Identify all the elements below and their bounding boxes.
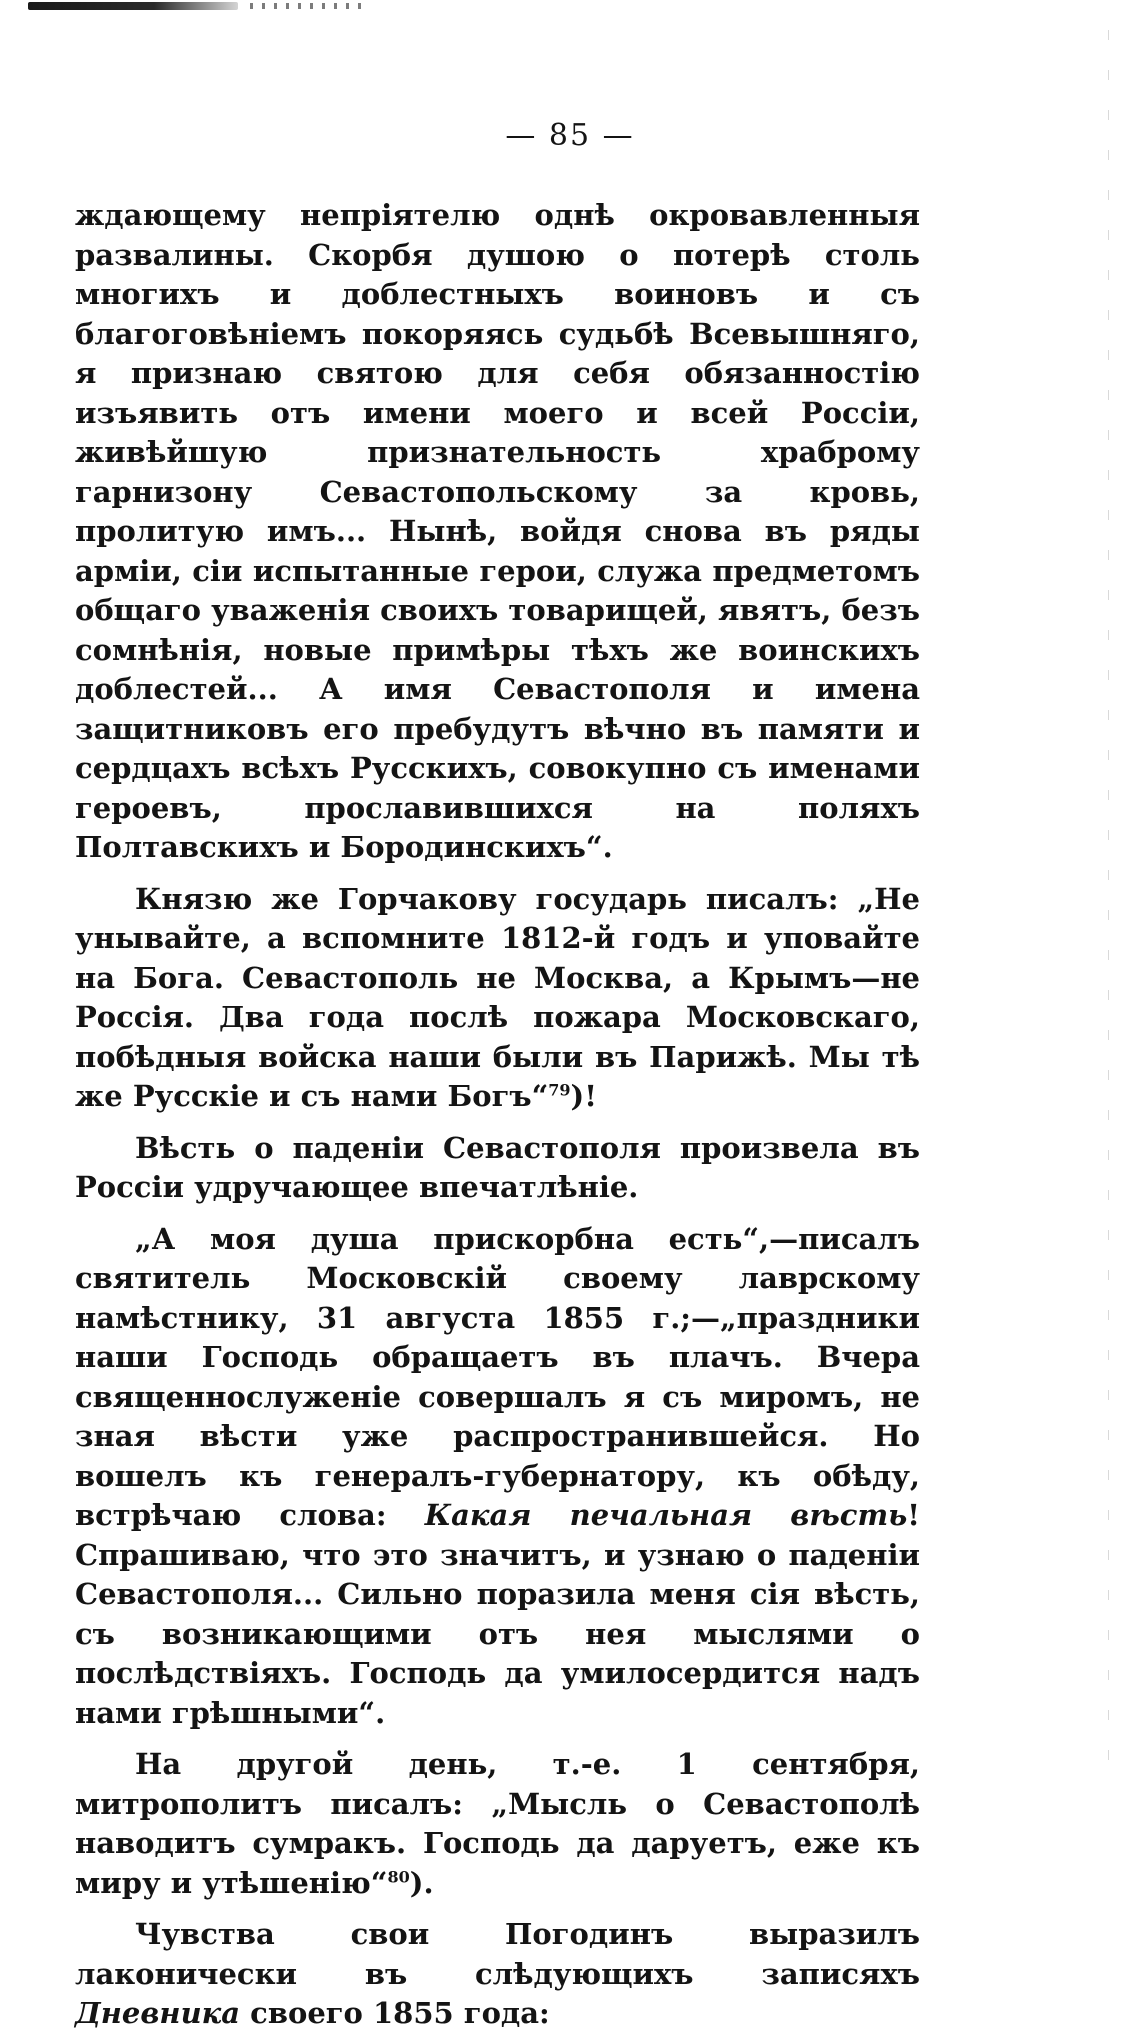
paragraph-continuation: ждающему непріятелю однѣ окровавленныя развалины. Скорбя душою о потерѣ столь многихъ и доблестныхъ воиновъ и съ благоговѣніемъ покоряясь судьбѣ Всевышняго, я признаю святою для себя обязанностію изъявить отъ имени моего и всей Россіи, живѣйшую признательность храброму гарнизону Севастопольскому за кровь, пролитую имъ... Нынѣ, войдя снова въ ряды арміи, сіи испытанные герои, служа предметомъ общаго уваженія своихъ товарищей, явятъ, безъ сомнѣнія, новые примѣры тѣхъ же воинскихъ доблестей... А имя Севастополя и имена защитниковъ его пребудутъ вѣчно въ памяти и сердцахъ всѣхъ Русскихъ, совокупно съ именами героевъ, прославившихся на поляхъ Полтавскихъ и Бородинскихъ“. bbox=[75, 198, 920, 864]
scan-artifact-dots bbox=[250, 3, 370, 9]
paragraph-text: Князю же Горчакову государь писалъ: „Не унывайте, а вспомните 1812-й годъ и уповайте на Бога. Севастополь не Москва, а Крымъ—не Россія. Два года послѣ пожара Московскаго, побѣдныя войска наши были въ Парижѣ. Мы тѣ же Русскіе и съ нами Богъ“ bbox=[75, 881, 920, 1113]
paragraph-text-end: ). bbox=[409, 1865, 434, 1900]
scan-artifact-top bbox=[28, 2, 238, 10]
paragraph-news: Вѣсть о паденіи Севастополя произвела въ Россіи удручающее впечатлѣніе. bbox=[75, 1130, 920, 1204]
paragraph-text: На другой день, т.-е. 1 сентября, митрополитъ писалъ: „Мысль о Севастополѣ наводитъ сумракъ. Господь да даруетъ, еже къ миру и утѣшенію“ bbox=[75, 1747, 920, 1900]
paragraph-text: „А моя душа прискорбна есть“,—писалъ святитель Московскій своему лаврскому намѣстнику, 31 августа 1855 г.;—„праздники наши Господь обращаетъ въ плачъ. Вчера священнослуженіе совершалъ я съ миромъ, не зная вѣсти уже распространившейся. Но вошелъ къ генералъ-губернатору, къ обѣду, встрѣчаю слова: bbox=[75, 1221, 920, 1532]
paragraph-text: Чувства свои Погодинъ выразилъ лаконически въ слѣдующихъ записяхъ bbox=[75, 1917, 920, 1991]
footnote-marker: 80 bbox=[387, 1866, 410, 1886]
footnote-marker: 79 bbox=[548, 1080, 571, 1100]
paragraph-text-end: )! bbox=[570, 1079, 597, 1113]
paragraph-pogodin bbox=[75, 1915, 920, 2034]
page-number: — 85 — bbox=[505, 118, 635, 153]
page-edge-shadow bbox=[1108, 30, 1109, 1770]
paragraph-gorchakov-letter bbox=[75, 880, 920, 1117]
paragraph-metropolitan-letter bbox=[75, 1220, 920, 1734]
paragraph-next-day bbox=[75, 1745, 920, 1903]
body-text bbox=[75, 196, 920, 2034]
paragraph-text-end: ! Спрашиваю, что это значитъ, и узнаю о паденіи Севастополя... Сильно поразила меня сія вѣсть, съ возникающими отъ нея мыслями о послѣдствіяхъ. Господь да умилосердится надъ нами грѣшными“. bbox=[75, 1498, 920, 1730]
italic-quote: Какая печальная вѣсть bbox=[424, 1498, 908, 1532]
italic-title: Дневника bbox=[75, 1996, 241, 2030]
paragraph-text-end: своего 1855 года: bbox=[240, 1996, 550, 2030]
